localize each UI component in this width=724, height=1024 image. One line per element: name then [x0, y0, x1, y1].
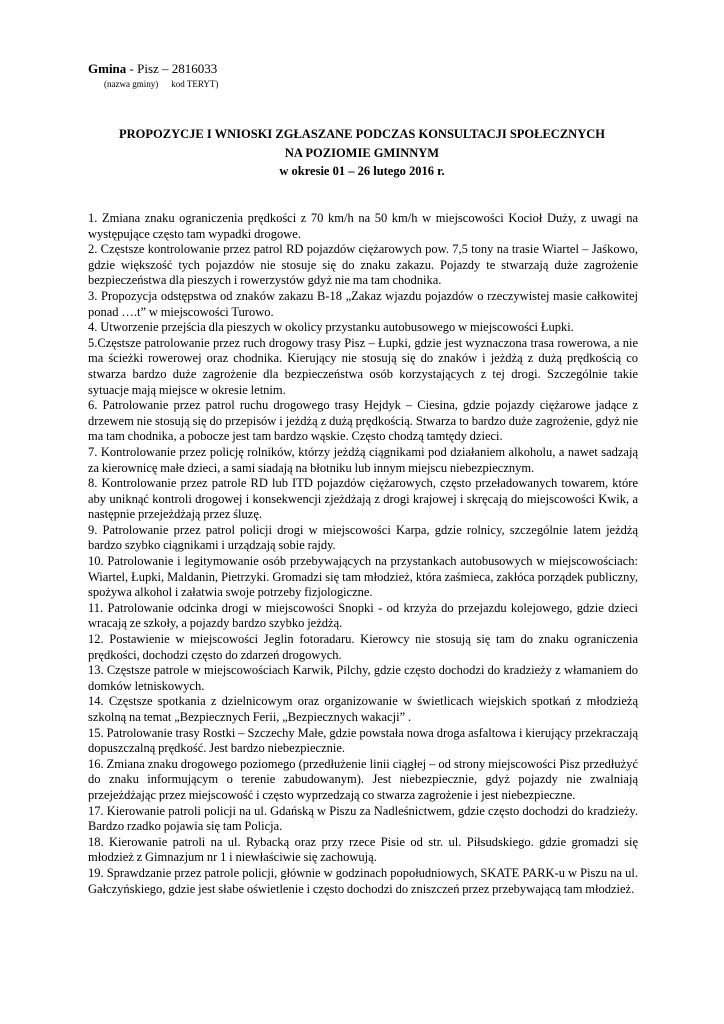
proposal-item: 16. Zmiana znaku drogowego poziomego (przedłużenie linii ciągłej – od strony miejscowości Pisz przedłużyć do znaku informującym o terenie zabudowanym). Jest niebezpiecznie, gdyż pojazdy nie zwalniają przejeżdżając przez miejscowość i często wyprzedzają co stwarza zagrożenie i jest niebezpieczne.: [88, 756, 638, 802]
proposal-item: 18. Kierowanie patroli na ul. Rybacką oraz przy rzece Pisie od str. ul. Piłsudskiego. gdzie gromadzi się młodzież z Gimnazjum nr 1 i niewłaściwie się zachowują.: [88, 834, 638, 865]
document-title: [60, 125, 664, 181]
proposal-item: 14. Częstsze spotkania z dzielnicowym oraz organizowanie w świetlicach wiejskich spotkań z młodzieżą szkolną na temat „Bezpiecznych Ferii, „Bezpiecznych wakacji” .: [88, 694, 638, 724]
proposal-item: 9. Patrolowanie przez patrol policji drogi w miejscowości Karpa, gdzie rolnicy, szczególnie latem jeżdżą bardzo szybko ciągnikami i urządzają sobie rajdy.: [88, 522, 638, 553]
proposal-item: 19. Sprawdzanie przez patrole policji, głównie w godzinach popołudniowych, SKATE PARK-u w Piszu na ul. Gałczyńskiego, gdzie jest słabe oświetlenie i często dochodzi do zniszczeń przez przebywającą tam młodzież.: [88, 865, 638, 896]
proposal-item: 13. Częstsze patrole w miejscowościach Karwik, Pilchy, gdzie często dochodzi do kradzieży z włamaniem do domków letniskowych.: [88, 663, 638, 693]
proposal-item: 15. Patrolowanie trasy Rostki – Szczechy Małe, gdzie powstała nowa droga asfaltowa i kierujący przekraczają dopuszczalną prędkość. Jest bardzo niebezpiecznie.: [88, 725, 638, 756]
gmina-caption: [104, 79, 218, 90]
proposal-item: 7. Kontrolowanie przez policję rolników, którzy jeżdżą ciągnikami pod działaniem alkoholu, a nawet sadzają za kierownicę małe dzieci, a sami siadają na błotniku lub innym miejscu niebezpiecznym.: [88, 444, 638, 475]
gmina-header: [88, 61, 218, 90]
proposal-item: 12. Postawienie w miejscowości Jeglin fotoradaru. Kierowcy nie stosują się tam do znaku ograniczenia prędkości, dochodzi często do zdarzeń drogowych.: [88, 632, 638, 662]
proposal-item: 11. Patrolowanie odcinka drogi w miejscowości Snopki - od krzyża do przejazdu kolejowego, gdzie dzieci wracają ze szkoły, a pojazdy bardzo szybko jeżdżą.: [88, 600, 638, 631]
gmina-value: - Pisz – 2816033: [126, 61, 218, 76]
caption-kod: kod TERYT): [171, 79, 219, 89]
title-line-2: NA POZIOMIE GMINNYM: [284, 145, 440, 160]
proposal-item: 3. Propozycja odstępstwa od znaków zakazu B-18 „Zakaz wjazdu pojazdów o rzeczywistej masie całkowitej ponad ….t” w miejscowości Turowo.: [88, 288, 638, 319]
gmina-label: Gmina: [88, 61, 127, 76]
gmina-line: [88, 61, 218, 76]
proposal-item: 2. Częstsze kontrolowanie przez patrol RD pojazdów ciężarowych pow. 7,5 tony na trasie Wiartel – Jaśkowo, gdzie większość tych pojazdów nie stosuje się do znaku zakazu. Pojazdy te stwarzają duże zagrożenie bezpieczeństwa dla pieszych i rowerzystów gdyż nie ma tam chodnika.: [88, 242, 638, 288]
title-line-1: PROPOZYCJE I WNIOSKI ZGŁASZANE PODCZAS KONSULTACJI SPOŁECZNYCH: [119, 127, 605, 141]
proposal-item: 1. Zmiana znaku ograniczenia prędkości z 70 km/h na 50 km/h w miejscowości Kocioł Duży, z uwagi na występujące często tam wypadki drogowe.: [88, 211, 638, 241]
proposal-item: 4. Utworzenie przejścia dla pieszych w okolicy przystanku autobusowego w miejscowości Łupki.: [88, 320, 574, 335]
caption-name: (nazwa gminy): [104, 79, 159, 89]
proposal-item: 10. Patrolowanie i legitymowanie osób przebywających na przystankach autobusowych w miejscowościach: Wiartel, Łupki, Maldanin, Pietrzyki. Gromadzi się tam młodzież, która zaśmieca, zakłóca porządek publiczny, spożywa alkohol i załatwia swoje potrzeby fizjologiczne.: [88, 554, 638, 600]
proposal-item: 6. Patrolowanie przez patrol ruchu drogowego trasy Hejdyk – Ciesina, gdzie pojazdy ciężarowe jadące z drzewem nie stosują się do przepisów i jeżdżą z dużą prędkością. Stwarza to bardzo duże zagrożenie, gdyż nie ma tam chodnika, a pobocze jest tam bardzo wąskie. Często chodzą tamtędy dzieci.: [88, 398, 638, 444]
title-line-3: w okresie 01 – 26 lutego 2016 r.: [279, 164, 445, 178]
proposal-item: 5.Częstsze patrolowanie przez ruch drogowy trasy Pisz – Łupki, gdzie jest wyznaczona trasa rowerowa, a nie ma ścieżki rowerowej oraz chodnika. Kierujący nie stosują się do znaków i jeżdżą z dużą prędkością co stwarza bardzo duże zagrożenie dla bezpieczeństwa osób korzystających z tej drogi. Szczególnie takie sytuacje mają miejsce w okresie letnim.: [88, 335, 638, 397]
proposal-item: 8. Kontrolowanie przez patrole RD lub ITD pojazdów ciężarowych, często przeładowanych towarem, które aby uniknąć kontroli drogowej i konsekwencji zjeżdżają z drogi krajowej i skręcają do miejscowości Kwik, a następnie przejeżdżają przez śluzę.: [88, 476, 638, 522]
proposal-item: 17. Kierowanie patroli policji na ul. Gdańską w Piszu za Nadleśnictwem, gdzie często dochodzi do kradzieży. Bardzo rzadko pojawia się tam Policja.: [88, 803, 638, 834]
proposals-list: [88, 211, 638, 897]
